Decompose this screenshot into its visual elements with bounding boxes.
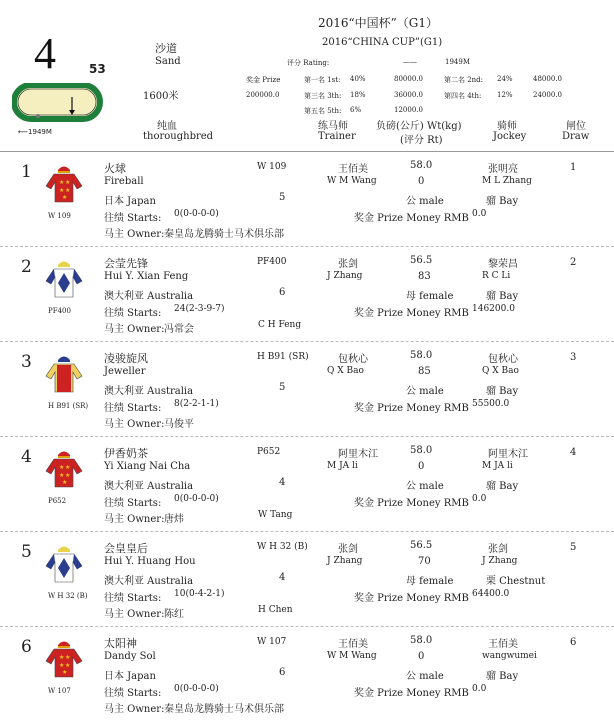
jockey-cn: 包秋心 <box>488 354 518 365</box>
horse-name-cn: 太阳神 <box>104 637 137 650</box>
svg-text:★: ★ <box>59 662 65 669</box>
horse-age: 6 <box>279 667 286 678</box>
horse-name-cn: 会皇皇后 <box>104 542 148 555</box>
jockey-en: R C Li <box>482 271 511 281</box>
prize-1-amount: 80000.0 <box>394 75 423 83</box>
prize-money-value: 55500.0 <box>472 399 510 409</box>
left-arrow-icon: ⟵ <box>18 128 29 136</box>
trainer-cn: 阿里木江 <box>338 449 378 460</box>
red-gold-stars-silk-icon <box>44 162 84 204</box>
svg-text:★: ★ <box>62 479 68 486</box>
horse-color: 骝 Bay <box>486 291 519 302</box>
svg-text:★: ★ <box>65 654 71 661</box>
horse-sex: 公 male <box>406 386 444 397</box>
prize-4-pct: 12% <box>497 91 513 99</box>
owner-label: 马主 Owner: <box>104 419 165 430</box>
horse-weight: 58.0 <box>410 160 433 171</box>
prize-money-label: 奖金 Prize Money RMB <box>354 308 469 319</box>
prize-2-pct: 24% <box>497 75 513 83</box>
svg-text:★: ★ <box>62 669 68 676</box>
owner-name: 陈红 <box>164 609 184 620</box>
race-title-cn: 2016“中国杯”（G1） <box>318 16 439 30</box>
horse-sex: 公 male <box>406 481 444 492</box>
owner-name: 秦皇岛龙腾骑士马术俱乐部 <box>164 704 284 715</box>
horse-entry <box>0 247 614 342</box>
owner-name: 冯常会 <box>164 324 194 335</box>
prize-total: 200000.0 <box>246 91 280 99</box>
horse-age: 4 <box>279 572 286 583</box>
horse-sex: 母 female <box>406 291 454 302</box>
trainer-en: W M Wang <box>327 176 377 186</box>
entry-code: PF400 <box>48 307 71 315</box>
jockey-en: M L Zhang <box>482 176 532 186</box>
prize-money-label: 奖金 Prize Money RMB <box>354 213 469 224</box>
starts-label: 往绩 Starts: <box>104 688 162 699</box>
owner-label: 马主 Owner: <box>104 609 165 620</box>
horse-entry <box>0 152 614 247</box>
starts-record: 0(0-0-0-0) <box>174 684 219 694</box>
draw-number: 2 <box>570 257 577 268</box>
horse-name-cn: 会莹先锋 <box>104 257 148 270</box>
jockey-cn: 张明亮 <box>488 164 518 175</box>
svg-text:★: ★ <box>59 654 65 661</box>
horse-origin: 澳大利亚 Australia <box>104 576 194 587</box>
prize-3-label: 第三名 3th: <box>304 92 342 100</box>
svg-text:★: ★ <box>65 662 71 669</box>
starts-record: 8(2-2-1-1) <box>174 399 219 409</box>
prize-money-label: 奖金 Prize Money RMB <box>354 593 469 604</box>
header-breed-en: thoroughbred <box>143 131 214 142</box>
track-marker: ⟵1949M <box>18 128 52 136</box>
entry-code: W 107 <box>48 687 71 695</box>
prize-1-label: 第一名 1st: <box>304 76 341 84</box>
svg-text:★: ★ <box>59 464 65 471</box>
prize-label: 奖金 Prize <box>246 76 281 84</box>
header-draw-cn: 闸位 <box>566 121 586 132</box>
prize-3-pct: 18% <box>350 91 366 99</box>
svg-text:★: ★ <box>59 472 65 479</box>
race-number: 4 <box>34 29 56 78</box>
trainer-cn: 王佰美 <box>338 639 368 650</box>
horse-color: 骝 Bay <box>486 196 519 207</box>
horse-name-en: Fireball <box>104 176 144 187</box>
draw-number: 6 <box>570 637 577 648</box>
trainer-en: Q X Bao <box>327 366 364 376</box>
jockey-en: wangwumei <box>482 651 537 661</box>
starts-record: 10(0-4-2-1) <box>174 589 225 599</box>
starts-record: 0(0-0-0-0) <box>174 209 219 219</box>
jockey-cn: 阿里木江 <box>488 449 528 460</box>
jockey-en: M JA li <box>482 461 513 471</box>
horse-rating: 85 <box>418 366 431 377</box>
rating-label: 评分 Rating: <box>287 59 330 67</box>
horse-entry <box>0 342 614 437</box>
rating-code: 1949M <box>445 58 470 66</box>
svg-text:★: ★ <box>65 187 71 194</box>
header-breed-cn: 纯血 <box>157 121 177 132</box>
prize-money-value: 0.0 <box>472 684 487 694</box>
horse-entry <box>0 437 614 532</box>
draw-number: 3 <box>570 352 577 363</box>
horse-weight: 58.0 <box>410 350 433 361</box>
horse-sex: 公 male <box>406 196 444 207</box>
horse-age: 4 <box>279 477 286 488</box>
svg-text:★: ★ <box>65 464 71 471</box>
horse-brand-code: W H 32 (B) <box>257 542 308 552</box>
horse-weight: 56.5 <box>410 540 433 551</box>
horse-weight: 58.0 <box>410 635 433 646</box>
owner-label: 马主 Owner: <box>104 514 165 525</box>
owner-name: 马俊平 <box>164 419 194 430</box>
horse-origin: 澳大利亚 Australia <box>104 386 194 397</box>
starts-label: 往绩 Starts: <box>104 593 162 604</box>
entry-number: 1 <box>21 162 32 182</box>
horse-name-en: Yi Xiang Nai Cha <box>104 461 191 472</box>
svg-text:★: ★ <box>65 179 71 186</box>
owner-name: 唐炜 <box>164 514 184 525</box>
horse-name-cn: 凌骏旋风 <box>104 352 148 365</box>
prize-4-label: 第四名 4th: <box>444 92 482 100</box>
draw-number: 5 <box>570 542 577 553</box>
horse-origin: 澳大利亚 Australia <box>104 291 194 302</box>
prize-money-value: 0.0 <box>472 494 487 504</box>
jockey-en: Q X Bao <box>482 366 519 376</box>
prize-money-value: 64400.0 <box>472 589 510 599</box>
starts-label: 往绩 Starts: <box>104 308 162 319</box>
draw-number: 4 <box>570 447 577 458</box>
trainer-en: J Zhang <box>327 556 363 566</box>
horse-entry <box>0 627 614 722</box>
entry-number: 6 <box>21 637 32 657</box>
owner-label: 马主 Owner: <box>104 324 165 335</box>
prize-money-label: 奖金 Prize Money RMB <box>354 498 469 509</box>
horse-rating: 0 <box>418 461 425 472</box>
owner-name-en: C H Feng <box>258 320 302 330</box>
horse-brand-code: P652 <box>257 447 281 457</box>
entry-code: H B91 (SR) <box>48 402 89 410</box>
header-weight-cn: 负磅(公斤) Wt(kg) <box>376 121 462 132</box>
horse-age: 5 <box>279 192 286 203</box>
race-title-en: 2016“CHINA CUP”(G1) <box>322 37 443 48</box>
horse-age: 5 <box>279 382 286 393</box>
horse-color: 骝 Bay <box>486 386 519 397</box>
horse-weight: 58.0 <box>410 445 433 456</box>
horse-brand-code: W 107 <box>257 637 287 647</box>
svg-text:★: ★ <box>59 187 65 194</box>
horse-name-en: Dandy Sol <box>104 651 156 662</box>
starts-label: 往绩 Starts: <box>104 213 162 224</box>
draw-number: 1 <box>570 162 577 173</box>
horse-color: 骝 Bay <box>486 481 519 492</box>
runners-count: 53 <box>89 62 106 76</box>
red-gold-stars-silk-icon <box>44 637 84 679</box>
horse-name-cn: 火球 <box>104 162 126 175</box>
entry-number: 5 <box>21 542 32 562</box>
horse-brand-code: W 109 <box>257 162 287 172</box>
starts-label: 往绩 Starts: <box>104 498 162 509</box>
svg-text:★: ★ <box>59 179 65 186</box>
blue-white-diamond-silk-icon <box>44 257 84 299</box>
horse-color: 骝 Bay <box>486 671 519 682</box>
entry-number: 2 <box>21 257 32 277</box>
horse-age: 6 <box>279 287 286 298</box>
prize-1-pct: 40% <box>350 75 366 83</box>
header-trainer-cn: 练马师 <box>318 121 348 132</box>
prize-money-label: 奖金 Prize Money RMB <box>354 403 469 414</box>
starts-label: 往绩 Starts: <box>104 403 162 414</box>
horse-origin: 澳大利亚 Australia <box>104 481 194 492</box>
trainer-en: M JA li <box>327 461 358 471</box>
horse-name-cn: 伊香奶茶 <box>104 447 148 460</box>
horse-weight: 56.5 <box>410 255 433 266</box>
prize-money-value: 146200.0 <box>472 304 515 314</box>
surface-cn: 沙道 <box>155 42 177 55</box>
prize-5-amount: 12000.0 <box>394 106 423 114</box>
jockey-cn: 张剑 <box>488 544 508 555</box>
horse-sex: 公 male <box>406 671 444 682</box>
horse-name-en: Jeweller <box>104 366 146 377</box>
owner-label: 马主 Owner: <box>104 229 165 240</box>
surface-en: Sand <box>155 56 181 67</box>
prize-4-amount: 24000.0 <box>533 91 562 99</box>
horse-sex: 母 female <box>406 576 454 587</box>
trainer-cn: 王佰美 <box>338 164 368 175</box>
prize-money-value: 0.0 <box>472 209 487 219</box>
rating-value: —— <box>403 58 417 66</box>
prize-2-label: 第二名 2nd: <box>444 76 484 84</box>
race-distance: 1600米 <box>143 91 179 102</box>
horse-rating: 83 <box>418 271 431 282</box>
track-diagram-icon <box>12 83 104 127</box>
prize-money-label: 奖金 Prize Money RMB <box>354 688 469 699</box>
entry-number: 4 <box>21 447 32 467</box>
prize-5-label: 第五名 5th: <box>304 107 342 115</box>
horse-rating: 70 <box>418 556 431 567</box>
trainer-cn: 张剑 <box>338 259 358 270</box>
owner-name-en: W Tang <box>258 510 293 520</box>
prize-3-amount: 36000.0 <box>394 91 423 99</box>
entry-code: P652 <box>48 497 67 505</box>
entry-code: W H 32 (B) <box>48 592 88 600</box>
header-draw-en: Draw <box>562 131 590 142</box>
header-weight-en: (评分 Rt) <box>400 135 443 146</box>
starts-record: 24(2-3-9-7) <box>174 304 225 314</box>
jockey-cn: 黎荣昌 <box>488 259 518 270</box>
jockey-en: J Zhang <box>482 556 518 566</box>
horse-color: 栗 Chestnut <box>486 576 546 587</box>
owner-name-en: H Chen <box>258 605 293 615</box>
svg-text:★: ★ <box>62 194 68 201</box>
entry-code: W 109 <box>48 212 71 220</box>
horse-origin: 日本 Japan <box>104 671 156 682</box>
jockey-cn: 王佰美 <box>488 639 518 650</box>
prize-5-pct: 6% <box>350 106 362 114</box>
entry-number: 3 <box>21 352 32 372</box>
owner-name: 秦皇岛龙腾骑士马术俱乐部 <box>164 229 284 240</box>
svg-text:★: ★ <box>65 472 71 479</box>
starts-record: 0(0-0-0-0) <box>174 494 219 504</box>
prize-2-amount: 48000.0 <box>533 75 562 83</box>
owner-label: 马主 Owner: <box>104 704 165 715</box>
trainer-cn: 包秋心 <box>338 354 368 365</box>
horse-name-en: Hui Y. Xian Feng <box>104 271 189 282</box>
trainer-en: J Zhang <box>327 271 363 281</box>
horse-origin: 日本 Japan <box>104 196 156 207</box>
horse-brand-code: H B91 (SR) <box>257 352 309 362</box>
blue-white-diamond-silk-icon <box>44 542 84 584</box>
horse-name-en: Hui Y. Huang Hou <box>104 556 196 567</box>
red-gold-stars-silk-icon <box>44 447 84 489</box>
horse-rating: 0 <box>418 176 425 187</box>
horse-entry <box>0 532 614 627</box>
header-jockey-en: Jockey <box>493 131 527 142</box>
horse-rating: 0 <box>418 651 425 662</box>
trainer-cn: 张剑 <box>338 544 358 555</box>
horse-brand-code: PF400 <box>257 257 287 267</box>
header-trainer-en: Trainer <box>318 131 356 142</box>
header-jockey-cn: 骑师 <box>497 121 517 132</box>
red-gold-sleeves-silk-icon <box>44 352 84 394</box>
trainer-en: W M Wang <box>327 651 377 661</box>
